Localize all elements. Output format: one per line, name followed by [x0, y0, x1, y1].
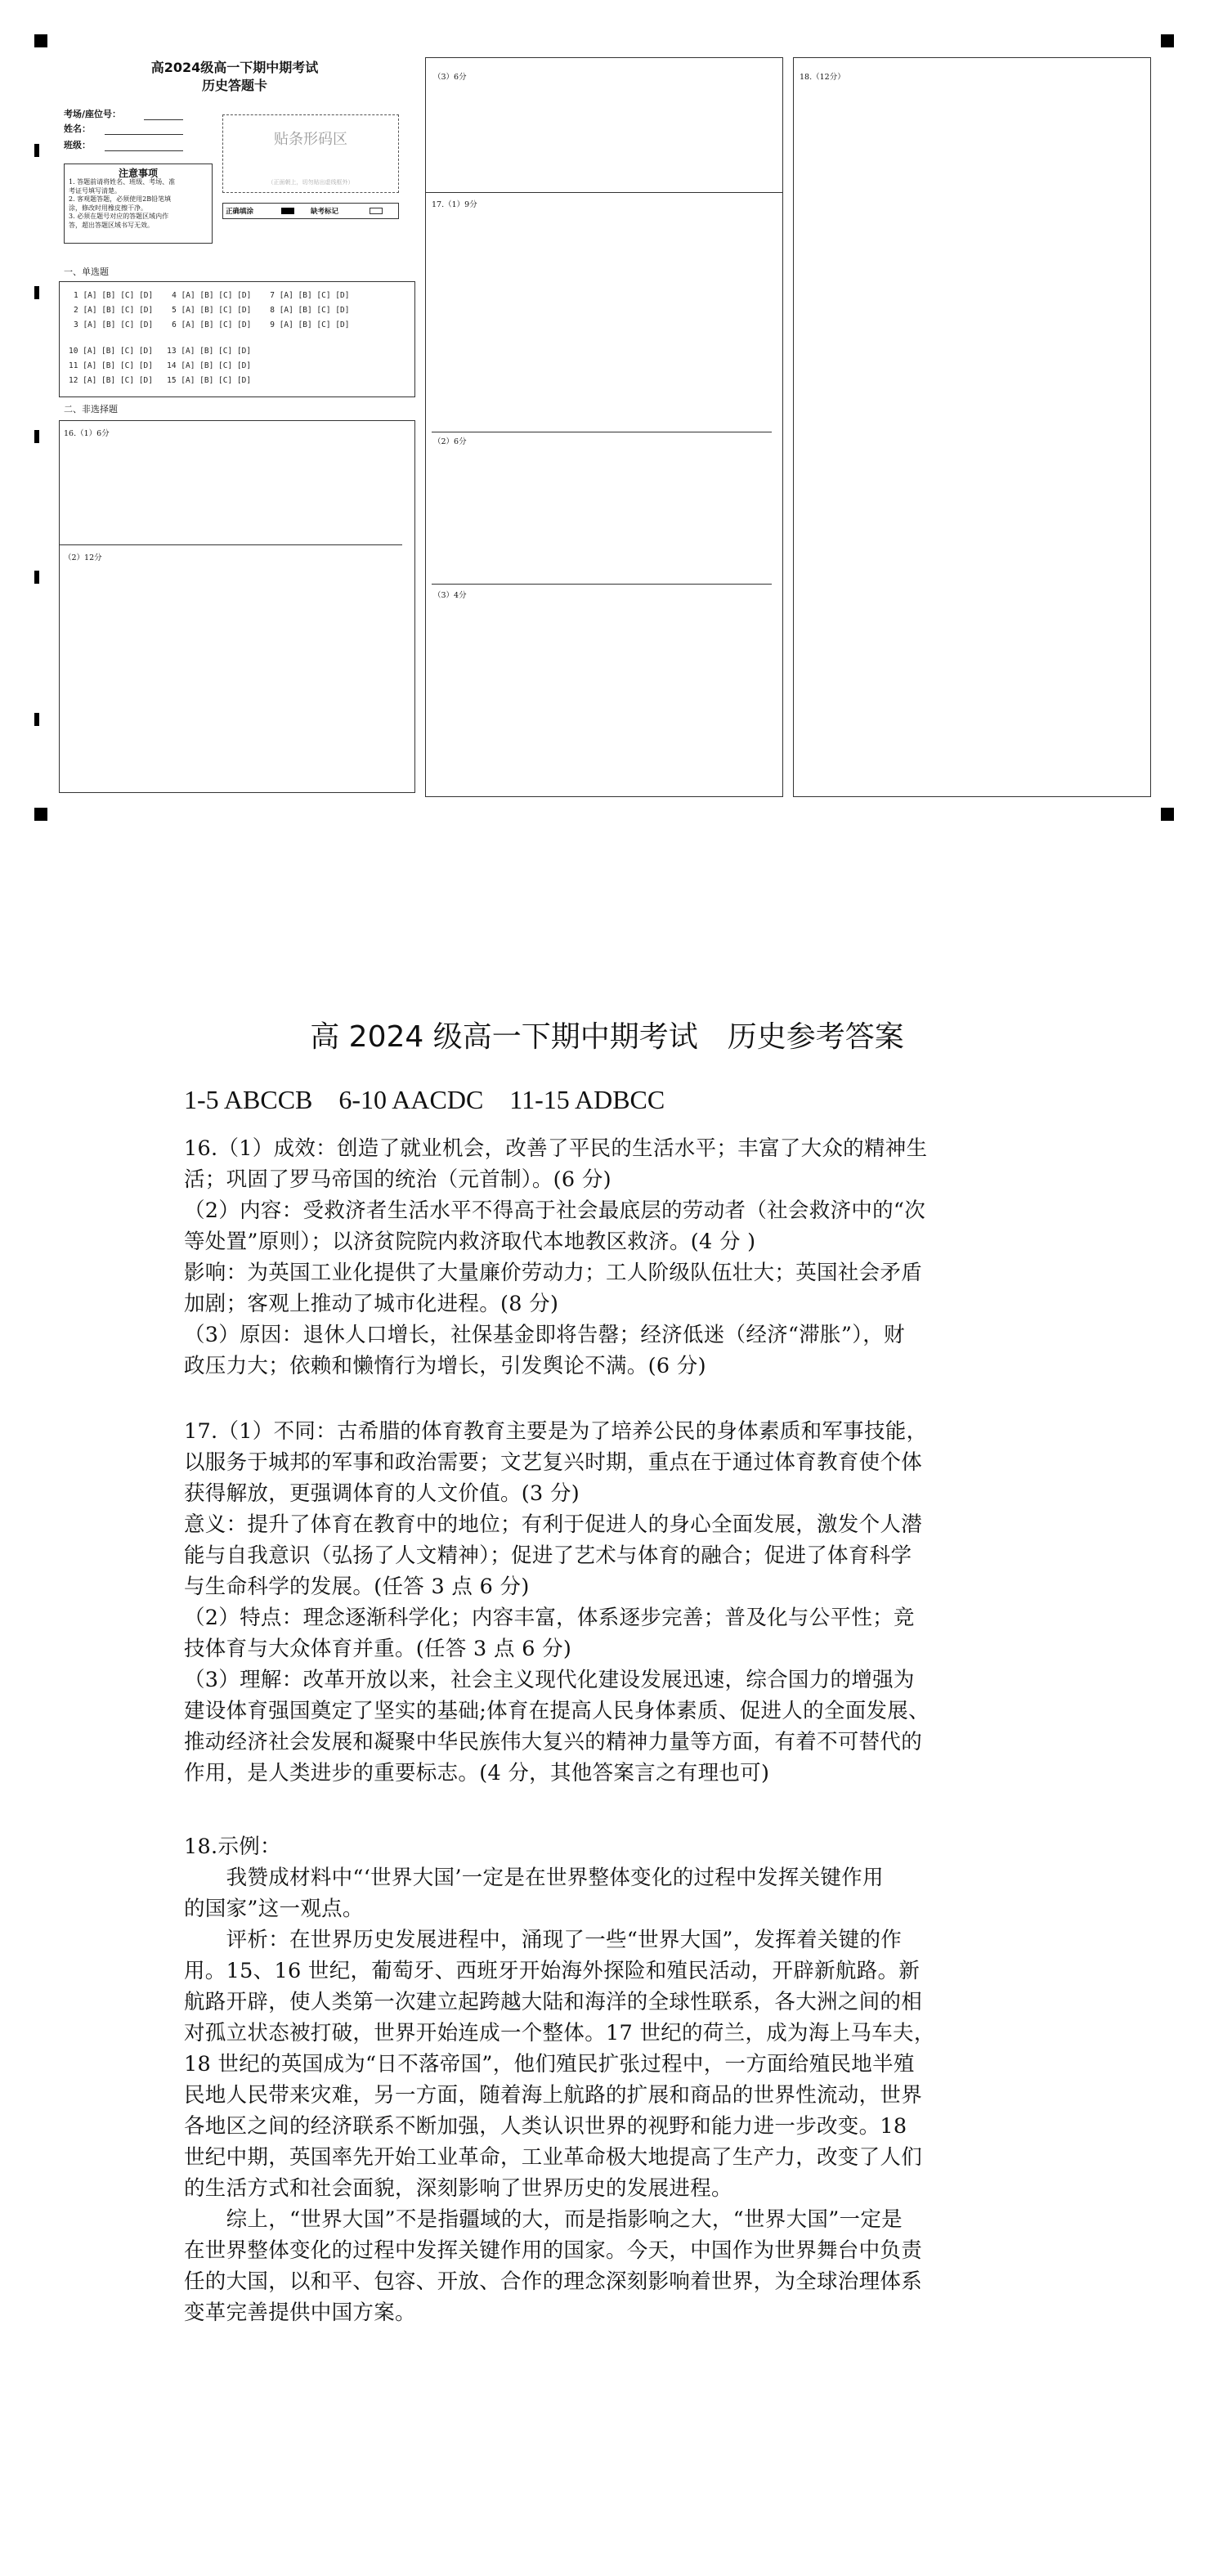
answer-line: 作用，是人类进步的重要标志。(4 分，其他答案言之有理也可) — [184, 1761, 770, 1785]
q17-part3-label: （3）4分 — [433, 591, 467, 600]
q17-part2-label: （2）6分 — [433, 437, 467, 446]
notice-line: 答，超出答题区域书写无效。 — [69, 221, 154, 229]
side-mark — [34, 713, 39, 726]
q16-3-answer-box[interactable] — [425, 57, 783, 193]
q18-label: 18.（12分） — [800, 73, 845, 82]
fill-absent-label: 缺考标记 — [311, 208, 339, 216]
q16-answer — [184, 1133, 1034, 1382]
answer-line: 各地区之间的经济联系不断加强，人类认识世界的视野和能力进一步改变。18 — [184, 2114, 907, 2139]
answer-line: 任的大国，以和平、包容、开放、合作的理念深刻影响着世界，为全球治理体系 — [184, 2269, 923, 2294]
answer-line: （3）理解：改革开放以来，社会主义现代化建设发展迅速，综合国力的增强为 — [184, 1668, 915, 1692]
side-mark — [34, 430, 39, 443]
answer-line: 18 世纪的英国成为“日不落帝国”，他们殖民扩张过程中，一方面给殖民地半殖 — [184, 2052, 915, 2076]
q16-part3-label: （3）6分 — [433, 73, 467, 82]
answer-line: 的国家”这一观点。 — [184, 1897, 364, 1921]
mc-row[interactable]: 3 [A] [B] [C] [D] 6 [A] [B] [C] [D] 9 [A] [B] [C] [D] — [74, 320, 350, 329]
fill-correct-label: 正确填涂 — [226, 208, 254, 216]
mc-row[interactable]: 11 [A] [B] [C] [D] 14 [A] [B] [C] [D] — [69, 361, 252, 370]
answer-line: 建设体育强国奠定了坚实的基础;体育在提高人民身体素质、促进人的全面发展、 — [184, 1699, 930, 1723]
answer-line: 推动经济社会发展和凝聚中华民族伟大复兴的精神力量等方面，有着不可替代的 — [184, 1730, 923, 1754]
notice-line: 1. 答题前请将姓名、班级、考场、准 — [69, 178, 176, 186]
mc-row[interactable]: 10 [A] [B] [C] [D] 13 [A] [B] [C] [D] — [69, 347, 252, 356]
answer-line: 17.（1）不同：古希腊的体育教育主要是为了培养公民的身体素质和军事技能， — [184, 1419, 928, 1444]
section-single-choice: 一、单选题 — [64, 267, 109, 277]
q17-divider-2 — [432, 584, 772, 585]
answer-line: 加剧；客观上推动了城市化进程。(8 分) — [184, 1292, 559, 1316]
answer-line: 与生命科学的发展。(任答 3 点 6 分) — [184, 1575, 530, 1599]
mc-row[interactable]: 1 [A] [B] [C] [D] 4 [A] [B] [C] [D] 7 [A] [B] [C] [D] — [74, 291, 350, 300]
answer-line: 16.（1）成效：创造了就业机会，改善了平民的生活水平；丰富了大众的精神生 — [184, 1136, 928, 1161]
answer-line: 变革完善提供中国方案。 — [184, 2300, 416, 2325]
q16-part2-label: （2）12分 — [64, 553, 102, 562]
field-class-line — [105, 150, 183, 151]
card-title: 高2024级高一下期中期考试 — [150, 60, 319, 75]
answer-line: 能与自我意识（弘扬了人文精神）；促进了艺术与体育的融合；促进了体育科学 — [184, 1543, 912, 1568]
answer-line: 影响：为英国工业化提供了大量廉价劳动力；工人阶级队伍壮大；英国社会矛盾 — [184, 1261, 923, 1285]
card-subtitle: 历史答题卡 — [201, 78, 267, 93]
answer-line: 政压力大；依赖和懒惰行为增长，引发舆论不满。(6 分) — [184, 1354, 706, 1378]
field-seat-line — [144, 119, 183, 120]
answer-line: 在世界整体变化的过程中发挥关键作用的国家。今天，中国作为世界舞台中负责 — [184, 2238, 923, 2263]
q18-answer-box[interactable] — [793, 57, 1151, 797]
barcode-hint: （正面朝上，切勿贴出虚线框外） — [267, 179, 354, 186]
answer-line: 技体育与大众体育并重。(任答 3 点 6 分) — [184, 1637, 572, 1661]
side-mark — [34, 571, 39, 584]
notice-title: 注意事项 — [118, 168, 158, 179]
answer-line: 世纪中期，英国率先开始工业革命，工业革命极大地提高了生产力，改变了人们 — [184, 2145, 923, 2170]
side-mark — [34, 286, 39, 299]
mc-row[interactable]: 12 [A] [B] [C] [D] 15 [A] [B] [C] [D] — [69, 376, 252, 385]
q16-divider — [59, 544, 402, 545]
corner-mark-tl — [34, 34, 47, 47]
answer-line: 以服务于城邦的军事和政治需要；文艺复兴时期，重点在于通过体育教育使个体 — [184, 1450, 923, 1475]
answer-line: 意义：提升了体育在教育中的地位；有利于促进人的身心全面发展，激发个人潜 — [184, 1512, 923, 1537]
answer-line: （2）特点：理念逐渐科学化；内容丰富，体系逐步完善；普及化与公平性；竞 — [184, 1606, 915, 1630]
corner-mark-br — [1161, 808, 1174, 821]
notice-line: 3. 必须在题号对应的答题区域内作 — [69, 213, 169, 220]
answers-title: 高 2024 级高一下期中期考试 历史参考答案 — [310, 1020, 904, 1054]
answer-line: 等处置”原则）；以济贫院院内救济取代本地教区救济。(4 分 ) — [184, 1230, 756, 1254]
q17-part1-label: 17.（1）9分 — [432, 200, 477, 209]
answer-line: 获得解放，更强调体育的人文价值。(3 分) — [184, 1481, 580, 1506]
field-name[interactable]: 姓名： — [64, 123, 91, 134]
answer-line: （2）内容：受救济者生活水平不得高于社会最底层的劳动者（社会救济中的“次 — [184, 1198, 926, 1223]
corner-mark-tr — [1161, 34, 1174, 47]
answer-line: 的生活方式和社会面貌，深刻影响了世界历史的发展进程。 — [184, 2176, 732, 2201]
mc-answer-key: 1-5 ABCCB 6-10 AACDC 11-15 ADBCC — [184, 1085, 665, 1114]
field-seat[interactable]: 考场/座位号： — [64, 109, 122, 119]
section-non-choice: 二、非选择题 — [64, 404, 118, 414]
notice-line: 涂，修改时用橡皮擦干净。 — [69, 204, 147, 212]
fill-correct-sample — [281, 208, 294, 214]
fill-absent-sample[interactable] — [370, 208, 383, 214]
answer-line: 18.示例： — [184, 1835, 281, 1859]
side-mark — [34, 144, 39, 157]
mc-row[interactable]: 2 [A] [B] [C] [D] 5 [A] [B] [C] [D] 8 [A] [B] [C] [D] — [74, 306, 350, 315]
corner-mark-bl — [34, 808, 47, 821]
notice-text — [69, 178, 211, 230]
field-class[interactable]: 班级： — [64, 140, 91, 150]
notice-line: 考证号填写清楚。 — [69, 186, 121, 195]
q17-answer — [184, 1416, 1034, 1789]
notice-line: 2. 客观题答题，必须使用2B铅笔填 — [69, 195, 172, 203]
field-name-line — [105, 134, 183, 135]
barcode-label: 贴条形码区 — [274, 131, 347, 148]
answer-line: 航路开辟，使人类第一次建立起跨越大陆和海洋的全球性联系，各大洲之间的相 — [184, 1990, 923, 2014]
answer-line: 综上，“世界大国”不是指疆域的大，而是指影响之大，“世界大国”一定是 — [184, 2207, 903, 2232]
q17-answer-box[interactable] — [425, 192, 783, 797]
answer-line: 用。15、16 世纪，葡萄牙、西班牙开始海外探险和殖民活动，开辟新航路。新 — [184, 1959, 921, 1983]
answer-line: （3）原因：退休人口增长，社保基金即将告罄；经济低迷（经济“滞胀”），财 — [184, 1323, 905, 1347]
q16-answer-box[interactable] — [59, 420, 415, 793]
answer-line: 我赞成材料中“‘世界大国’一定是在世界整体变化的过程中发挥关键作用 — [184, 1866, 884, 1890]
answer-line: 民地人民带来灾难，另一方面，随着海上航路的扩展和商品的世界性流动，世界 — [184, 2083, 923, 2108]
answer-line: 评析：在世界历史发展进程中，涌现了一些“世界大国”，发挥着关键的作 — [184, 1928, 903, 1952]
q16-part1-label: 16.（1）6分 — [64, 429, 110, 438]
answer-line: 活；巩固了罗马帝国的统治（元首制）。(6 分) — [184, 1167, 611, 1192]
q18-answer — [184, 1831, 1034, 2328]
answer-line: 对孤立状态被打破，世界开始连成一个整体。17 世纪的荷兰，成为海上马车夫， — [184, 2021, 935, 2045]
